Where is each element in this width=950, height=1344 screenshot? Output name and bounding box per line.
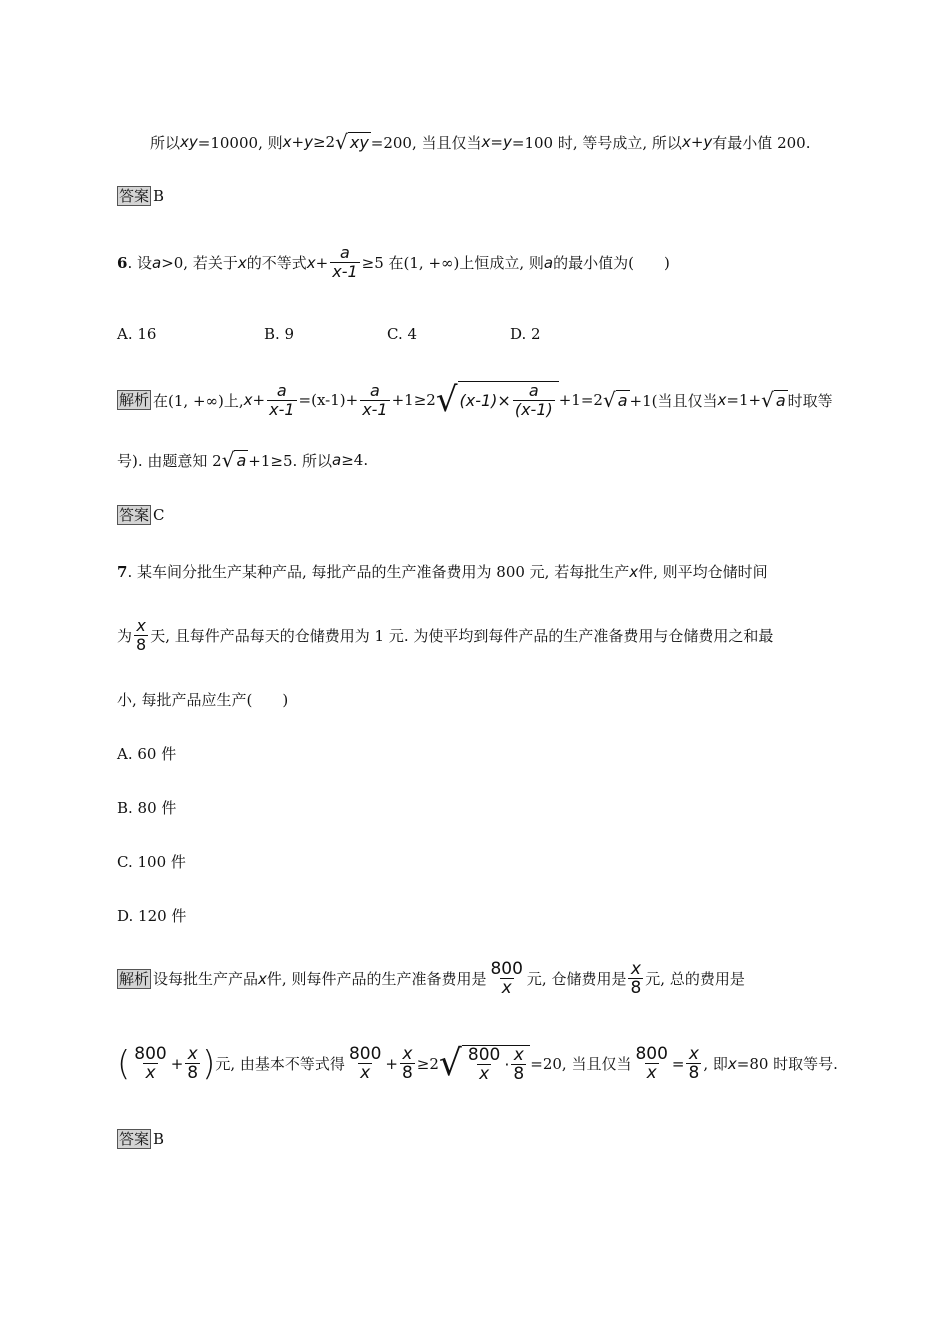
option-a: A. 16 [117,325,157,343]
option-d: D. 120 件 [117,907,187,925]
question-7-line1: 7 . 某车间分批生产某种产品, 每批产品的生产准备费用为 800 元, 若每批生产 x 件, 则平均仓储时间 [117,562,768,581]
option-b: B. 9 [264,325,295,343]
sqrt-product: √ (x-1)× $\frac{a}{(x-1)}$ [436,380,559,420]
answer-tag: 答案 [119,1130,150,1148]
fraction: $\frac{x}{8}$ [401,1044,413,1083]
fraction-a-over-x-1: $\frac{a}{x-1}$ [332,243,358,281]
solution-7-line2: ( $\frac{800}{x}$ + $\frac{x}{8}$ ) 元, 由基本不等式得 $\frac{800}{x}$ + $\frac{x}{8}$ ≥2 √ $\frac{800}{x}$ · $\frac{x}{8}$ =20, 当且仅当 $\frac{800}{x}$ = $\frac{x}{8}$ , 即 x =80 时取等号. [117,1043,838,1084]
sqrt-product: √ $\frac{800}{x}$ · $\frac{x}{8}$ [439,1043,530,1084]
fraction: $\frac{x}{8}$ [688,1044,700,1083]
option-c: C. 4 [387,325,418,343]
sqrt-a: √ a [221,448,247,472]
option-a: A. 60 件 [117,745,177,763]
fraction: $\frac{x}{8}$ [187,1044,199,1083]
sqrt-xy: √ xy [335,130,369,154]
question-6-options [117,325,541,343]
sqrt-a: √ a [602,388,628,412]
fraction: $\frac{a}{x-1}$ [362,380,388,419]
answer-tag: 答案 [119,506,150,524]
question-6: 6 . 设 a >0, 若关于 x 的不等式 x + $\frac{a}{x-1}$ ≥5 在(1, +∞)上恒成立, 则 a 的最小值为( ) [117,243,670,281]
solution-6-line2: 号). 由题意知 2 √ a +1≥5. 所以 a ≥4. [117,448,369,472]
solution-5-conclusion: 所以 xy =10000, 则 x + y ≥2 √ xy =200, 当且仅当 x = y =100 时, 等号成立, 所以 x + y 有最小值 200. [150,130,811,154]
answer-tag: 答案 [119,187,150,205]
option-b: B. 80 件 [117,799,177,817]
sqrt-a: √ a [761,388,786,412]
solution-7-line1: 解析 设每批生产产品 x 件, 则每件产品的生产准备费用是 $\frac{800}{x}$ 元, 仓储费用是 $\frac{x}{8}$ 元, 总的费用是 [119,959,745,998]
answer-6: 答案 C [119,506,165,524]
option-d: D. 2 [510,325,541,343]
solution-6-line1: 解析 在(1, +∞)上, x + $\frac{a}{x-1}$ =(x-1)+ $\frac{a}{x-1}$ +1≥2 √ (x-1)× $\frac{a}{(x-1)}$ +1=2 √ a +1(当且仅当 x =1+ √ a 时取等 [119,380,833,420]
answer-5: 答案 B [119,187,165,205]
question-7-line2: 为 $\frac{x}{8}$ 天, 且每件产品每天的仓储费用为 1 元. 为使平均到每件产品的生产准备费用与仓储费用之和最 [117,616,774,654]
fraction: $\frac{800}{x}$ [635,1044,668,1083]
question-7-line3: 小, 每批产品应生产( ) [117,691,289,709]
fraction: $\frac{800}{x}$ [134,1044,167,1083]
fraction: $\frac{x}{8}$ [630,959,642,998]
answer-7: 答案 B [119,1130,165,1148]
fraction: $\frac{a}{x-1}$ [269,380,295,419]
analysis-tag: 解析 [119,969,150,988]
option-c: C. 100 件 [117,853,186,871]
analysis-tag: 解析 [119,391,150,409]
fraction-x-over-8: $\frac{x}{8}$ [136,616,147,654]
fraction: $\frac{800}{x}$ [490,959,523,998]
fraction: $\frac{800}{x}$ [348,1044,382,1083]
